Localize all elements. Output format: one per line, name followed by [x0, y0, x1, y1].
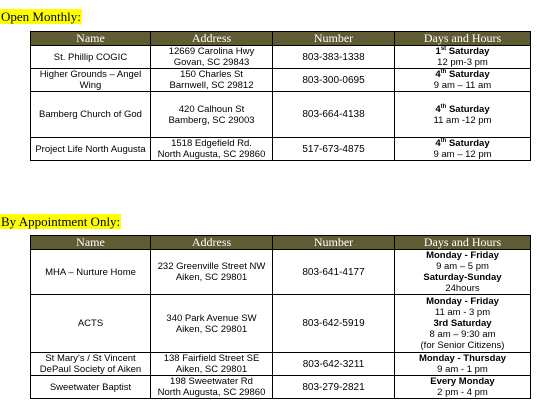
ordinal-suffix: th: [440, 137, 447, 144]
hours-line: [397, 104, 528, 115]
address-line: North Augusta, SC 29860: [157, 387, 266, 398]
hours-line: [397, 353, 528, 364]
address-line: Aiken, SC 29801: [175, 272, 248, 283]
day-label: Monday - Thursday: [418, 353, 507, 364]
cell-name: MHA – Nurture Home: [31, 250, 151, 295]
table-row: [31, 295, 531, 353]
table-row: [31, 353, 531, 376]
address-line: Bamberg, SC 29003: [168, 114, 255, 126]
address-line: 12669 Carolina Hwy: [168, 46, 255, 57]
cell-name: St Mary's / St Vincent DePaul Society of Aiken: [31, 353, 151, 376]
address-line: Aiken, SC 29801: [175, 364, 248, 375]
header-address: Address: [151, 236, 273, 250]
table-row: [31, 46, 531, 69]
table-row: [31, 92, 531, 138]
address-line: 198 Sweetwater Rd: [170, 376, 253, 387]
cell-number: 803-641-4177: [273, 250, 395, 295]
cell-name: Project Life North Augusta: [31, 138, 151, 161]
by-appointment-table: [30, 235, 531, 399]
cell-address: [151, 353, 273, 376]
cell-name: St. Phillip COGIC: [31, 46, 151, 69]
ordinal-suffix: st: [440, 45, 447, 52]
hours-line: [397, 138, 528, 149]
table-header-row: [31, 236, 531, 250]
cell-days-hours: [395, 46, 531, 69]
by-appointment-title: By Appointment Only:: [1, 214, 121, 229]
table-header-row: [31, 32, 531, 46]
address-line: 232 Greenville Street NW: [157, 261, 266, 272]
cell-days-hours: [395, 92, 531, 138]
ordinal-number: 4: [435, 69, 441, 80]
cell-number: 803-664-4138: [273, 92, 395, 138]
cell-name: Bamberg Church of God: [31, 92, 151, 138]
cell-address: [151, 295, 273, 353]
address-line: 340 Park Avenue SW: [166, 312, 257, 324]
cell-days-hours: [395, 295, 531, 353]
open-monthly-table: [30, 31, 531, 161]
address-line: 420 Calhoun St: [178, 103, 245, 115]
cell-days-hours: [395, 138, 531, 161]
cell-address: [151, 46, 273, 69]
hours-line: [397, 376, 528, 387]
hours-line: 11 am -12 pm: [433, 114, 492, 126]
day-label: Saturday: [446, 103, 490, 115]
hours-line: 8 am – 9:30 am: [429, 329, 496, 340]
header-name: Name: [31, 236, 151, 250]
cell-number: 803-642-3211: [273, 353, 395, 376]
hours-line: [397, 272, 528, 283]
day-label: Monday - Friday: [426, 296, 499, 307]
cell-days-hours: [395, 376, 531, 399]
header-number: Number: [273, 236, 395, 250]
day-label: Saturday: [446, 138, 490, 149]
day-label: Saturday: [446, 46, 490, 57]
address-line: Barnwell, SC 29812: [169, 80, 254, 91]
hours-line: 9 am - 1 pm: [437, 364, 488, 375]
address-line: Govan, SC 29843: [173, 57, 250, 68]
header-address: Address: [151, 32, 273, 46]
day-label: Saturday-Sunday: [423, 272, 502, 283]
ordinal-number: 1: [435, 46, 441, 57]
hours-line: [397, 250, 528, 261]
cell-name: Sweetwater Baptist: [31, 376, 151, 399]
day-label: Monday - Friday: [426, 250, 499, 261]
day-label: 3rd Saturday: [433, 318, 492, 329]
address-line: 138 Fairfield Street SE: [163, 353, 260, 364]
hours-line: 11 am - 3 pm: [434, 307, 491, 318]
hours-line: [397, 318, 528, 329]
header-name: Name: [31, 32, 151, 46]
hours-line: 2 pm - 4 pm: [437, 387, 488, 398]
cell-number: 803-642-5919: [273, 295, 395, 353]
open-monthly-title: Open Monthly:: [1, 9, 81, 24]
cell-address: [151, 92, 273, 138]
cell-number: 803-383-1338: [273, 46, 395, 69]
table-row: [31, 138, 531, 161]
header-days-hours: Days and Hours: [395, 32, 531, 46]
day-label: Saturday: [446, 69, 490, 80]
header-number: Number: [273, 32, 395, 46]
address-line: 150 Charles St: [180, 69, 243, 80]
address-line: North Augusta, SC 29860: [157, 149, 266, 160]
table-row: [31, 250, 531, 295]
cell-days-hours: [395, 353, 531, 376]
hours-line: 24hours: [445, 283, 480, 294]
hours-line: 9 am – 5 pm: [436, 261, 489, 272]
cell-address: [151, 138, 273, 161]
table-row: [31, 69, 531, 92]
header-days-hours: Days and Hours: [395, 236, 531, 250]
cell-name: ACTS: [31, 295, 151, 353]
day-label: Every Monday: [430, 376, 495, 387]
cell-days-hours: [395, 250, 531, 295]
ordinal-number: 4: [435, 103, 441, 115]
address-line: Aiken, SC 29801: [175, 323, 248, 335]
ordinal-number: 4: [435, 138, 441, 149]
table-row: [31, 376, 531, 399]
cell-days-hours: [395, 69, 531, 92]
hours-line: [397, 46, 528, 57]
hours-line: 9 am – 11 am: [433, 80, 492, 91]
address-line: 1518 Edgefield Rd.: [171, 138, 252, 149]
cell-address: [151, 250, 273, 295]
hours-line: [397, 296, 528, 307]
hours-line: (for Senior Citizens): [420, 340, 505, 351]
cell-address: [151, 69, 273, 92]
hours-line: 12 pm-3 pm: [437, 57, 488, 68]
cell-name: Higher Grounds – Angel Wing: [31, 69, 151, 92]
hours-line: [397, 69, 528, 80]
ordinal-suffix: th: [440, 68, 447, 75]
hours-line: 9 am – 12 pm: [433, 149, 492, 160]
cell-address: [151, 376, 273, 399]
cell-number: 803-279-2821: [273, 376, 395, 399]
cell-number: 803-300-0695: [273, 69, 395, 92]
ordinal-suffix: th: [440, 103, 447, 110]
cell-number: 517-673-4875: [273, 138, 395, 161]
